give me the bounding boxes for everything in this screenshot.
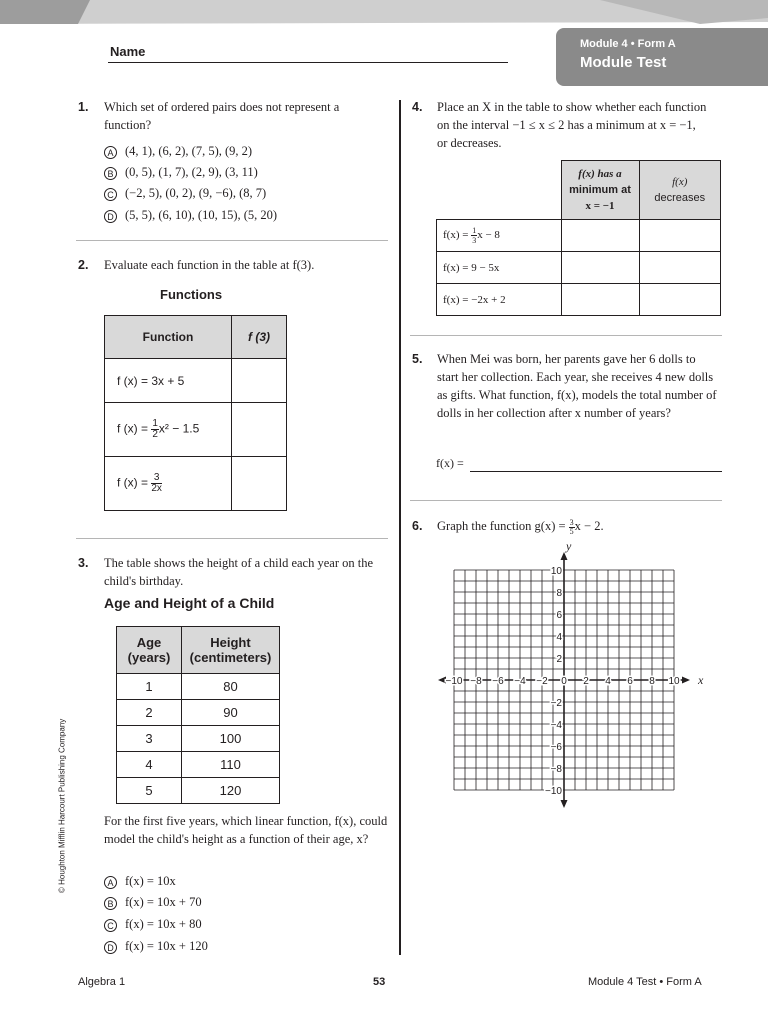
q2-row-3-prefix: f (x) = [117, 475, 149, 490]
x-axis-arrow-right [682, 677, 690, 684]
q2-table [104, 315, 287, 511]
q4-row-3-minimum-cell[interactable] [561, 284, 639, 316]
q4-row-1-minimum-cell[interactable] [561, 220, 639, 252]
q3-col-age: Age (years) [117, 627, 182, 674]
q6-coordinate-grid[interactable] [430, 540, 710, 830]
fraction-den: 5 [569, 526, 574, 536]
header-white-area [0, 24, 560, 64]
q3-table [116, 626, 280, 804]
q5-answer-label: f(x) = [436, 456, 464, 470]
q3-height-cell: 120 [182, 778, 280, 804]
answer-bubble[interactable]: C [104, 188, 117, 201]
q4-col-minimum [561, 161, 639, 220]
answer-bubble[interactable]: A [104, 146, 117, 159]
q3-option-c[interactable] [104, 916, 202, 932]
y-axis-label: y [566, 540, 572, 553]
q2-row-2-prefix: f (x) = [117, 421, 149, 436]
q4-col-decreases [639, 161, 721, 220]
name-line[interactable] [108, 62, 508, 63]
y-tick-label: 10 [550, 566, 562, 577]
q2-col-function: Function [105, 316, 232, 359]
module-line: Module 4 • Form A [580, 38, 676, 50]
q4-row-2-minimum-cell[interactable] [561, 252, 639, 284]
x-axis-label: x [698, 673, 704, 687]
q4-col-dec-line2: decreases [654, 192, 706, 204]
q4-row-1-decreases-cell[interactable] [639, 220, 721, 252]
y-tick-label: −8 [550, 764, 562, 775]
x-tick-label: 4 [605, 676, 611, 687]
q3-option-text: f(x) = 10x + 80 [125, 917, 202, 931]
q2-row-2-answer[interactable] [232, 403, 287, 457]
y-tick-label: −2 [550, 698, 562, 709]
y-axis-arrow-up [561, 552, 568, 560]
footer-left: Algebra 1 [78, 976, 126, 988]
fraction-num: 3 [151, 473, 162, 484]
q6-text-before: Graph the function g(x) = [437, 519, 566, 533]
y-tick-label: −4 [550, 720, 562, 731]
q3-question: For the first five years, which linear function, f(x), could model the child's height as a function of their age, x? [104, 814, 388, 846]
q3-height-cell: 100 [182, 726, 280, 752]
q3-col-height: Height (centimeters) [182, 627, 280, 674]
q5-number: 5. [412, 352, 423, 366]
column-divider [399, 100, 401, 955]
q4-row-1-suffix: x − 8 [477, 229, 500, 242]
q1-option-text: (5, 5), (6, 10), (10, 15), (5, 20) [125, 208, 278, 222]
q4-row-2-function: f(x) = 9 − 5x [437, 252, 562, 284]
module-badge [556, 28, 768, 86]
q4-table [436, 160, 721, 316]
y-tick-label: 2 [556, 654, 562, 665]
q2-row-1-answer[interactable] [232, 359, 287, 403]
q4-text: Place an X in the table to show whether each function on the interval −1 ≤ x ≤ 2 has a minimum at x = −1, or decreases. [437, 100, 707, 150]
q5-answer-line[interactable] [470, 471, 722, 472]
q1-option-c[interactable] [104, 185, 266, 201]
q5-text: When Mei was born, her parents gave her 6 dolls to start her collection. Each year, she receives 4 new dolls as gifts. What function, f(x), models the total number of dolls in her collection after x number of years? [437, 352, 717, 420]
q2-text: Evaluate each function in the table at f(3). [104, 258, 315, 272]
module-title: Module Test [580, 54, 667, 71]
q2-row-2-suffix: x² − 1.5 [158, 421, 200, 436]
q2-row-1-text: f (x) = 3x + 5 [117, 373, 185, 388]
q4-row-1-prefix: f(x) = [443, 229, 469, 242]
q3-height-cell: 90 [182, 700, 280, 726]
x-tick-label: 8 [649, 676, 655, 687]
q4-row-3-function: f(x) = −2x + 2 [437, 284, 562, 316]
answer-bubble[interactable]: D [104, 941, 117, 954]
x-tick-label: −8 [470, 676, 482, 687]
q3-table-row [117, 778, 280, 804]
q4-empty-corner [437, 161, 562, 220]
divider [410, 335, 722, 336]
x-tick-label: −6 [492, 676, 504, 687]
answer-bubble[interactable]: B [104, 167, 117, 180]
q1-option-b[interactable] [104, 164, 258, 180]
q3-number: 3. [78, 556, 89, 570]
q1-number: 1. [78, 100, 89, 114]
q4-number: 4. [412, 100, 423, 114]
x-tick-label: −2 [536, 676, 548, 687]
q3-height-cell: 80 [182, 674, 280, 700]
q3-table-row [117, 726, 280, 752]
q3-table-row [117, 752, 280, 778]
q2-row-3-function [105, 457, 232, 511]
q4-row-2-decreases-cell[interactable] [639, 252, 721, 284]
y-tick-label: 4 [556, 632, 562, 643]
y-tick-label: 6 [556, 610, 562, 621]
q2-row-3-answer[interactable] [232, 457, 287, 511]
q1-option-text: (0, 5), (1, 7), (2, 9), (3, 11) [125, 165, 258, 179]
q3-option-d[interactable] [104, 938, 208, 954]
q1-option-a[interactable] [104, 143, 252, 159]
answer-bubble[interactable]: C [104, 919, 117, 932]
x-tick-label: −10 [445, 676, 463, 687]
q3-table-row [117, 700, 280, 726]
q3-text: The table shows the height of a child each year on the child's birthday. [104, 556, 374, 588]
answer-bubble[interactable]: D [104, 210, 117, 223]
copyright: © Houghton Mifflin Harcourt Publishing Company [57, 718, 67, 893]
q2-row-2-fraction [151, 419, 159, 440]
q2-row-3-fraction [151, 473, 162, 494]
fraction-num: 1 [472, 226, 477, 235]
q3-age-cell: 3 [117, 726, 182, 752]
q3-age-cell: 4 [117, 752, 182, 778]
q2-number: 2. [78, 258, 89, 272]
q2-row-1-function [105, 359, 232, 403]
q2-row-2-function [105, 403, 232, 457]
fraction-den: 3 [472, 236, 477, 245]
footer-right: Module 4 Test • Form A [588, 976, 702, 988]
q3-option-text: f(x) = 10x [125, 874, 176, 888]
x-tick-label: 6 [627, 676, 633, 687]
q1-text: Which set of ordered pairs does not represent a function? [104, 100, 340, 132]
q4-col-min-line2: minimum at [569, 184, 631, 196]
q4-row-1-function [437, 220, 562, 252]
answer-bubble[interactable]: B [104, 897, 117, 910]
name-label: Name [110, 44, 146, 59]
q3-table-title: Age and Height of a Child [104, 595, 275, 611]
q1-option-d[interactable] [104, 207, 277, 223]
q3-option-text: f(x) = 10x + 70 [125, 895, 202, 909]
q6-text [437, 517, 604, 536]
q3-option-text: f(x) = 10x + 120 [125, 939, 208, 953]
q6-number: 6. [412, 519, 423, 533]
x-tick-label: 0 [561, 676, 567, 687]
q4-col-min-line1: f(x) has a [578, 168, 622, 180]
x-tick-label: −4 [514, 676, 526, 687]
divider [76, 538, 388, 539]
q2-col-f3: f (3) [232, 316, 287, 359]
q3-age-cell: 2 [117, 700, 182, 726]
q3-option-b[interactable] [104, 894, 202, 910]
x-tick-label: 2 [583, 676, 589, 687]
q6-text-after: x − 2. [574, 519, 604, 533]
y-tick-label: 8 [556, 588, 562, 599]
answer-bubble[interactable]: A [104, 876, 117, 889]
q4-col-min-line3: x = −1 [585, 200, 615, 212]
page-number: 53 [373, 976, 386, 988]
fraction-den: 2 [152, 429, 158, 440]
q3-height-cell: 110 [182, 752, 280, 778]
q3-age-cell: 1 [117, 674, 182, 700]
fraction-den: 2x [151, 483, 162, 494]
divider [410, 500, 722, 501]
q1-option-text: (4, 1), (6, 2), (7, 5), (9, 2) [125, 144, 253, 158]
q2-table-title: Functions [160, 287, 223, 302]
q1-option-text: (−2, 5), (0, 2), (9, −6), (8, 7) [125, 186, 267, 200]
q3-option-a[interactable] [104, 873, 176, 889]
y-axis-arrow-down [561, 800, 568, 808]
q3-table-row [117, 674, 280, 700]
y-tick-label: −10 [545, 786, 562, 797]
q4-col-dec-line1: f(x) [672, 176, 688, 188]
q3-age-cell: 5 [117, 778, 182, 804]
divider [76, 240, 388, 241]
q4-row-3-decreases-cell[interactable] [639, 284, 721, 316]
y-tick-label: −6 [550, 742, 562, 753]
x-tick-label: 10 [668, 676, 680, 687]
fraction-num: 1 [152, 418, 158, 429]
fraction-num: 3 [569, 517, 574, 527]
